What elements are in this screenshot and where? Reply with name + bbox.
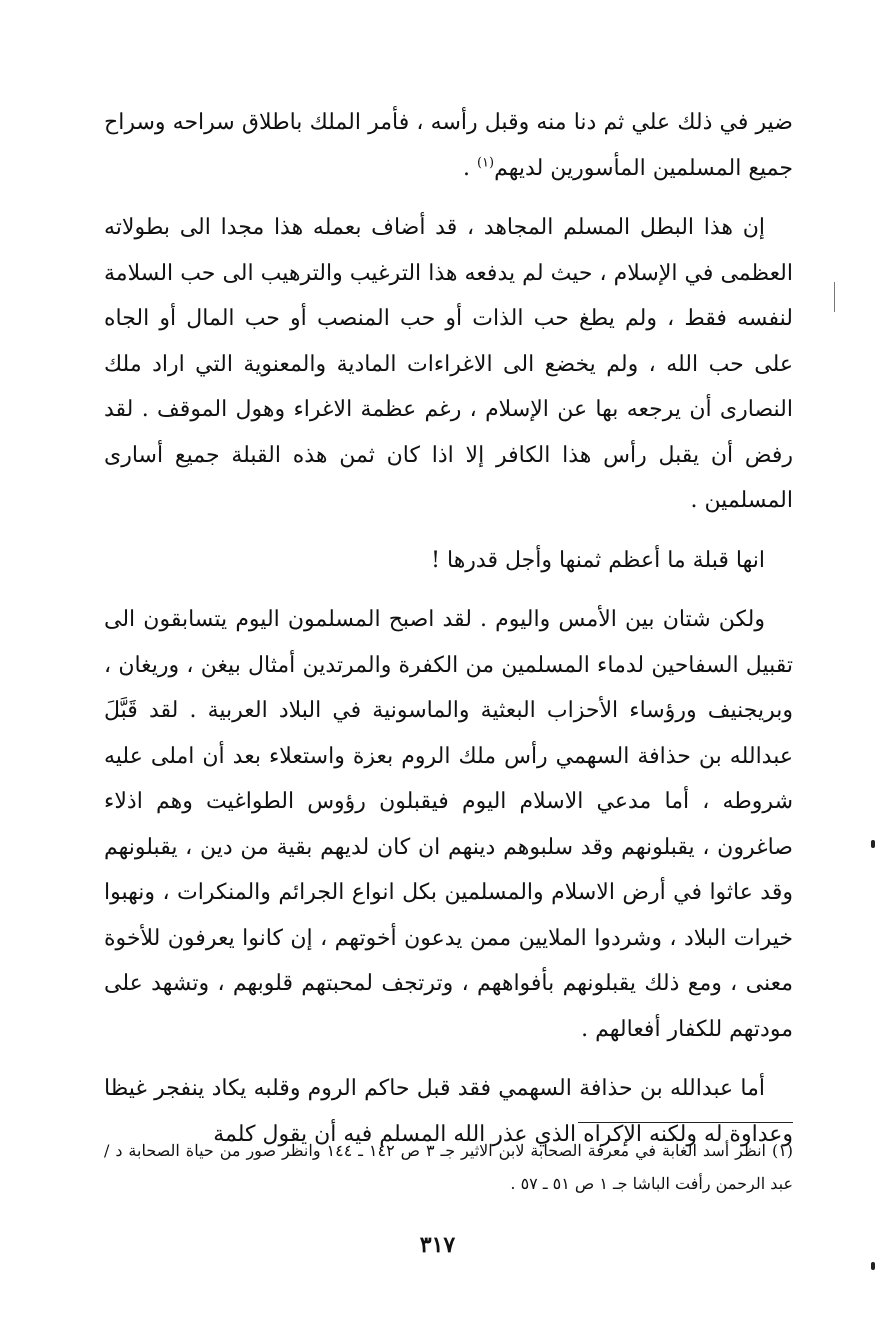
margin-mark [834,282,835,312]
footnote-1: (١) انظر أسد الغابة في معرفة الصحابة لابن الاثير جـ ٣ ص ١٤٢ ـ ١٤٤ وانظر صور من حياة الصحابة د / عبد الرحمن رأفت الباشا جـ ١ ص ٥١ ـ ٥٧ . [104,1141,794,1193]
footnote-divider [578,1122,793,1123]
paragraph-2: إن هذا البطل المسلم المجاهد ، قد أضاف بعمله هذا مجدا الى بطولاته العظمى في الإسلام ، حيث لم يدفعه هذا الترغيب والترهيب الى حب السلامة لنفسه فقط ، ولم يطغ حب الذات أو حب المنصب أو حب المال أو الجاه على حب الله ، ولم يخضع الى الاغراءات المادية والمعنوية التي اراد ملك النصارى أن يرجعه بها عن الإسلام ، رغم عظمة الاغراء وهول الموقف . لقد رفض أن يقبل رأس هذا الكافر إلا اذا كان ثمن هذه القبلة جميع أسارى المسلمين . [104,215,793,513]
paragraph-5: أما عبدالله بن حذافة السهمي فقد قبل حاكم الروم وقلبه يكاد ينفجر غيظا وعداوة له ولكنه الإكراه الذي عذر الله المسلم فيه أن يقول كلمة [104,1076,793,1147]
page-number: ٣١٧ [419,1232,456,1258]
paragraph-3: انها قبلة ما أعظم ثمنها وأجل قدرها ! [431,547,765,573]
paragraph-4: ولكن شتان بين الأمس واليوم . لقد اصبح المسلمون اليوم يتسابقون الى تقبيل السفاحين لدماء المسلمين من الكفرة والمرتدين أمثال بيغن ، وريغان ، وبريجنيف ورؤساء الأحزاب البعثية والماسونية في البلاد العربية . لقد قَبَّلَ عبدالله بن حذافة السهمي رأس ملك الروم بعزة واستعلاء بعد أن املى عليه شروطه ، أما مدعي الاسلام اليوم فيقبلون رؤوس الطواغيت وهم اذلاء صاغرون ، يقبلونهم وقد سلبوهم دينهم ان كان لديهم بقية من دين ، يقبلونهم وقد عاثوا في أرض الاسلام والمسلمين بكل انواع الجرائم والمنكرات ، ونهبوا خيرات البلاد ، وشردوا الملايين ممن يدعون أخوتهم ، إن كانوا يعرفون للأخوة معنى ، ومع ذلك يقبلونهم بأفواههم ، وترتجف لمحبتهم قلوبهم ، وتشهد على مودتهم للكفار أفعالهم . [104,607,793,1042]
paragraph-1-tail: . [462,155,477,181]
margin-dot [871,840,875,848]
footnote-reference[interactable]: (١) [476,155,495,171]
paragraph-1-text: ضير في ذلك علي ثم دنا منه وقبل رأسه ، فأمر الملك باطلاق سراحه وسراح جميع المسلمين المأسورين لديهم [104,110,793,181]
page-body [104,100,793,1171]
paragraph-1 [104,100,793,191]
margin-dot [871,1262,875,1270]
